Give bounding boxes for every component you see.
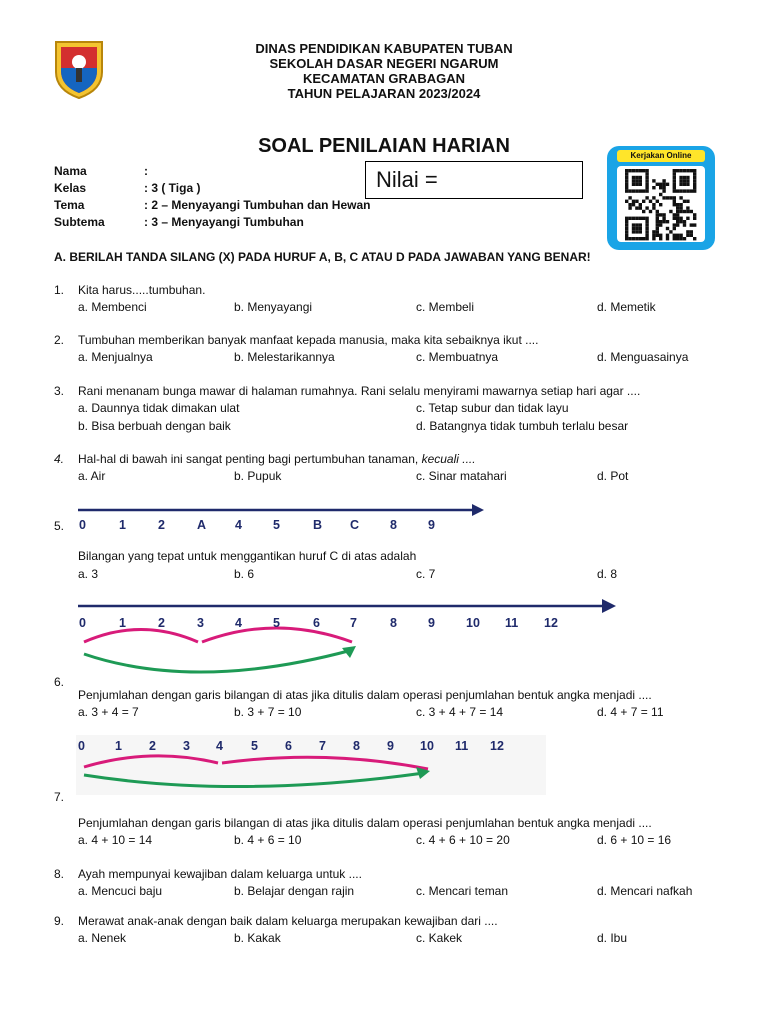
score-box[interactable]: Nilai = <box>365 161 583 199</box>
q6-text: Penjumlahan dengan garis bilangan di atas jika ditulis dalam operasi penjumlahan bentuk angka menjadi .... <box>78 688 652 702</box>
q6-label: 8 <box>390 616 397 630</box>
q5-label: 8 <box>390 518 397 532</box>
q7-label: 7 <box>319 739 326 753</box>
tema-value: : 2 – Menyayangi Tumbuhan dan Hewan <box>144 198 371 212</box>
q9-option-b[interactable]: b. Kakak <box>234 931 281 945</box>
q6-label: 2 <box>158 616 165 630</box>
q5-number-line <box>76 500 486 536</box>
q3-option-a[interactable]: a. Daunnya tidak dimakan ulat <box>78 401 240 415</box>
q7-label: 2 <box>149 739 156 753</box>
q9-option-d[interactable]: d. Ibu <box>597 931 628 945</box>
q7-text: Penjumlahan dengan garis bilangan di atas jika ditulis dalam operasi penjumlahan bentuk angka menjadi .... <box>78 816 652 830</box>
qr-code-icon <box>617 166 705 242</box>
q5-option-d[interactable]: d. 8 <box>597 567 618 581</box>
page-title: SOAL PENILAIAN HARIAN <box>258 135 510 157</box>
q8-option-a[interactable]: a. Mencuci baju <box>78 884 163 898</box>
q6-option-b[interactable]: b. 3 + 7 = 10 <box>234 705 302 719</box>
q1-option-a[interactable]: a. Membenci <box>78 300 147 314</box>
q7-label: 1 <box>115 739 122 753</box>
subtema-label: Subtema <box>54 215 105 229</box>
q7-label: 12 <box>490 739 504 753</box>
q1-option-b[interactable]: b. Menyayangi <box>234 300 313 314</box>
q6-label: 7 <box>350 616 357 630</box>
q5-label: 0 <box>79 518 86 532</box>
q7-number: 7. <box>54 790 65 804</box>
q7-option-b[interactable]: b. 4 + 6 = 10 <box>234 833 302 847</box>
tema-label: Tema <box>54 198 85 212</box>
q1-option-c[interactable]: c. Membeli <box>416 300 475 314</box>
q2-option-d[interactable]: d. Menguasainya <box>597 350 689 364</box>
q4-text-italic: kecuali .... <box>421 452 476 466</box>
subtema-value: : 3 – Menyayangi Tumbuhan <box>144 215 304 229</box>
header-line-1: DINAS PENDIDIKAN KABUPATEN TUBAN <box>255 41 513 56</box>
q5-label: B <box>313 518 323 532</box>
q3-number: 3. <box>54 384 65 398</box>
q3-option-c[interactable]: c. Tetap subur dan tidak layu <box>416 401 569 415</box>
q6-label: 11 <box>505 616 519 630</box>
q4-option-b[interactable]: b. Pupuk <box>234 469 282 483</box>
q7-arc-pink-2 <box>222 757 428 769</box>
q6-label: 5 <box>273 616 280 630</box>
q5-arrow-head <box>472 504 484 516</box>
q2-option-a[interactable]: a. Menjualnya <box>78 350 153 364</box>
q7-label: 11 <box>455 739 469 753</box>
qr-label: Kerjakan Online <box>617 150 705 162</box>
nama-label: Nama <box>54 164 87 178</box>
q6-option-d[interactable]: d. 4 + 7 = 11 <box>597 705 664 719</box>
q7-label: 6 <box>285 739 292 753</box>
q7-label: 8 <box>353 739 360 753</box>
nama-value: : <box>144 164 148 178</box>
q6-arrow-head <box>602 599 616 613</box>
q8-number: 8. <box>54 867 65 881</box>
q6-number: 6. <box>54 675 65 689</box>
q5-label: 4 <box>235 518 242 532</box>
q3-text: Rani menanam bunga mawar di halaman rumahnya. Rani selalu menyirami mawarnya setiap hari agar .... <box>78 384 641 398</box>
kelas-value: : 3 ( Tiga ) <box>144 181 201 195</box>
instruction: A. BERILAH TANDA SILANG (X) PADA HURUF A, B, C ATAU D PADA JAWABAN YANG BENAR! <box>54 250 591 264</box>
q8-text: Ayah mempunyai kewajiban dalam keluarga untuk .... <box>78 867 362 881</box>
q5-label: 1 <box>119 518 126 532</box>
q7-option-c[interactable]: c. 4 + 6 + 10 = 20 <box>416 833 510 847</box>
header-line-4: TAHUN PELAJARAN 2023/2024 <box>287 86 481 101</box>
header-line-2: SEKOLAH DASAR NEGERI NGARUM <box>269 56 499 71</box>
q9-option-c[interactable]: c. Kakek <box>416 931 463 945</box>
q2-option-c[interactable]: c. Membuatnya <box>416 350 499 364</box>
q9-text: Merawat anak-anak dengan baik dalam keluarga merupakan kewajiban dari .... <box>78 914 498 928</box>
q7-option-a[interactable]: a. 4 + 10 = 14 <box>78 833 153 847</box>
q6-label: 10 <box>466 616 480 630</box>
q4-option-a[interactable]: a. Air <box>78 469 106 483</box>
q7-label: 9 <box>387 739 394 753</box>
q6-label: 3 <box>197 616 204 630</box>
q8-option-d[interactable]: d. Mencari nafkah <box>597 884 693 898</box>
q5-label: 9 <box>428 518 435 532</box>
q5-label: A <box>197 518 207 532</box>
q3-option-b[interactable]: b. Bisa berbuah dengan baik <box>78 419 231 433</box>
q5-option-b[interactable]: b. 6 <box>234 567 255 581</box>
q5-label: 2 <box>158 518 165 532</box>
q6-option-a[interactable]: a. 3 + 4 = 7 <box>78 705 139 719</box>
q7-label: 0 <box>78 739 85 753</box>
q5-label: 5 <box>273 518 280 532</box>
q5-text: Bilangan yang tepat untuk menggantikan huruf C di atas adalah <box>78 549 417 563</box>
q4-text <box>78 452 476 466</box>
q5-number: 5. <box>54 519 65 533</box>
kelas-label: Kelas <box>54 181 87 195</box>
q6-label: 1 <box>119 616 126 630</box>
q6-label: 9 <box>428 616 435 630</box>
q7-arc-green <box>84 773 424 787</box>
q3-option-d[interactable]: d. Batangnya tidak tumbuh terlalu besar <box>416 419 629 433</box>
q6-number-line <box>76 592 621 682</box>
q7-number-line <box>76 735 546 795</box>
q6-label: 4 <box>235 616 242 630</box>
q4-text-main: Hal-hal di bawah ini sangat penting bagi pertumbuhan tanaman, <box>78 452 419 466</box>
q5-label: C <box>350 518 360 532</box>
q5-option-c[interactable]: c. 7 <box>416 567 436 581</box>
q7-arc-pink-1 <box>84 756 218 767</box>
q1-number: 1. <box>54 283 65 297</box>
q9-option-a[interactable]: a. Nenek <box>78 931 127 945</box>
q6-label: 6 <box>313 616 320 630</box>
q4-option-d[interactable]: d. Pot <box>597 469 629 483</box>
q4-option-c[interactable]: c. Sinar matahari <box>416 469 507 483</box>
q1-option-d[interactable]: d. Memetik <box>597 300 656 314</box>
q2-number: 2. <box>54 333 65 347</box>
q7-option-d[interactable]: d. 6 + 10 = 16 <box>597 833 672 847</box>
q7-label: 10 <box>420 739 434 753</box>
q6-label: 12 <box>544 616 558 630</box>
q6-arc-green <box>84 650 352 672</box>
qr-online-badge[interactable] <box>607 146 715 250</box>
q8-option-c[interactable]: c. Mencari teman <box>416 884 509 898</box>
q2-option-b[interactable]: b. Melestarikannya <box>234 350 335 364</box>
q6-arc-pink-2 <box>202 628 352 642</box>
q8-option-b[interactable]: b. Belajar dengan rajin <box>234 884 355 898</box>
q7-label: 3 <box>183 739 190 753</box>
q6-label: 0 <box>79 616 86 630</box>
q2-text: Tumbuhan memberikan banyak manfaat kepada manusia, maka kita sebaiknya ikut .... <box>78 333 539 347</box>
q4-number: 4. <box>54 452 65 466</box>
q7-label: 4 <box>216 739 223 753</box>
q6-arc-pink-1 <box>84 630 198 643</box>
q6-option-c[interactable]: c. 3 + 4 + 7 = 14 <box>416 705 504 719</box>
q9-number: 9. <box>54 914 65 928</box>
header-line-3: KECAMATAN GRABAGAN <box>302 71 465 86</box>
q7-label: 5 <box>251 739 258 753</box>
q1-text: Kita harus.....tumbuhan. <box>78 283 206 297</box>
q5-option-a[interactable]: a. 3 <box>78 567 99 581</box>
